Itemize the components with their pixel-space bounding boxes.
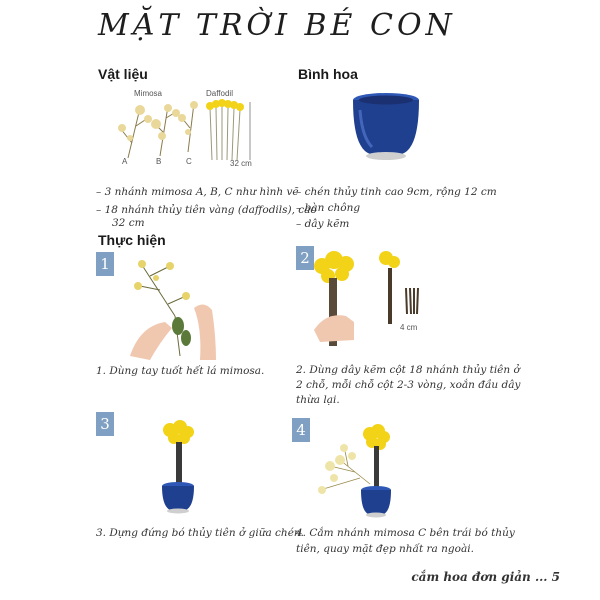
page-title: MẶT TRỜI BÉ CON: [98, 8, 456, 43]
step-2-text-line-2: 2 chỗ, mỗi chỗ cột 2-3 vòng, xoắn đầu dây: [296, 379, 521, 391]
step-2-badge: 2: [296, 246, 314, 270]
step-1-text: 1. Dùng tay tuốt hết lá mimosa.: [96, 365, 265, 377]
materials-heading: Vật liệu: [98, 66, 148, 82]
step-4-illustration: [310, 420, 400, 520]
mimosa-label: Mimosa: [134, 89, 163, 98]
label-a: A: [122, 157, 128, 166]
daffodil-label: Daffodil: [206, 89, 233, 98]
step-1-badge: 1: [96, 252, 114, 276]
steps-heading: Thực hiện: [98, 232, 166, 248]
materials-item-1: – 3 nhánh mimosa A, B, C như hình vẽ: [96, 186, 299, 198]
vase-illustration: [350, 92, 422, 166]
step-1-illustration: [120, 256, 230, 360]
materials-illustration: [110, 88, 270, 168]
step-2-length-label: 4 cm: [400, 323, 418, 332]
vase-item-3: – dây kẽm: [296, 218, 350, 230]
materials-item-3: 32 cm: [112, 217, 145, 229]
step-4-text-line-1: 4. Cắm nhánh mimosa C bên trái bó thủy: [296, 527, 515, 539]
materials-item-2: – 18 nhánh thủy tiên vàng (daffodils), cao: [96, 204, 317, 216]
daffodil-stems-icon: [210, 106, 240, 160]
step-4-badge: 4: [292, 418, 310, 442]
step-2-illustration: [310, 250, 440, 354]
label-b: B: [156, 157, 162, 166]
vase-heading: Bình hoa: [298, 66, 358, 82]
step-3-badge: 3: [96, 412, 114, 436]
step-2-text-line-1: 2. Dùng dây kẽm cột 18 nhánh thủy tiên ở: [296, 364, 520, 376]
vase-item-1: – chén thủy tinh cao 9cm, rộng 12 cm: [296, 186, 497, 198]
vase-item-2: – bàn chông: [296, 202, 361, 214]
step-4-text-line-2: tiên, quay mặt đẹp nhất ra ngoài.: [296, 543, 474, 555]
page-footer: cắm hoa đơn giản ... 5: [411, 570, 560, 584]
step-3-illustration: [150, 420, 210, 516]
length-label: 32 cm: [230, 159, 252, 168]
step-2-text-line-3: thừa lại.: [296, 394, 340, 406]
step-3-text: 3. Dựng đứng bó thủy tiên ở giữa chén.: [96, 527, 305, 539]
mimosa-branches-icon: [120, 103, 194, 158]
label-c: C: [186, 157, 192, 166]
